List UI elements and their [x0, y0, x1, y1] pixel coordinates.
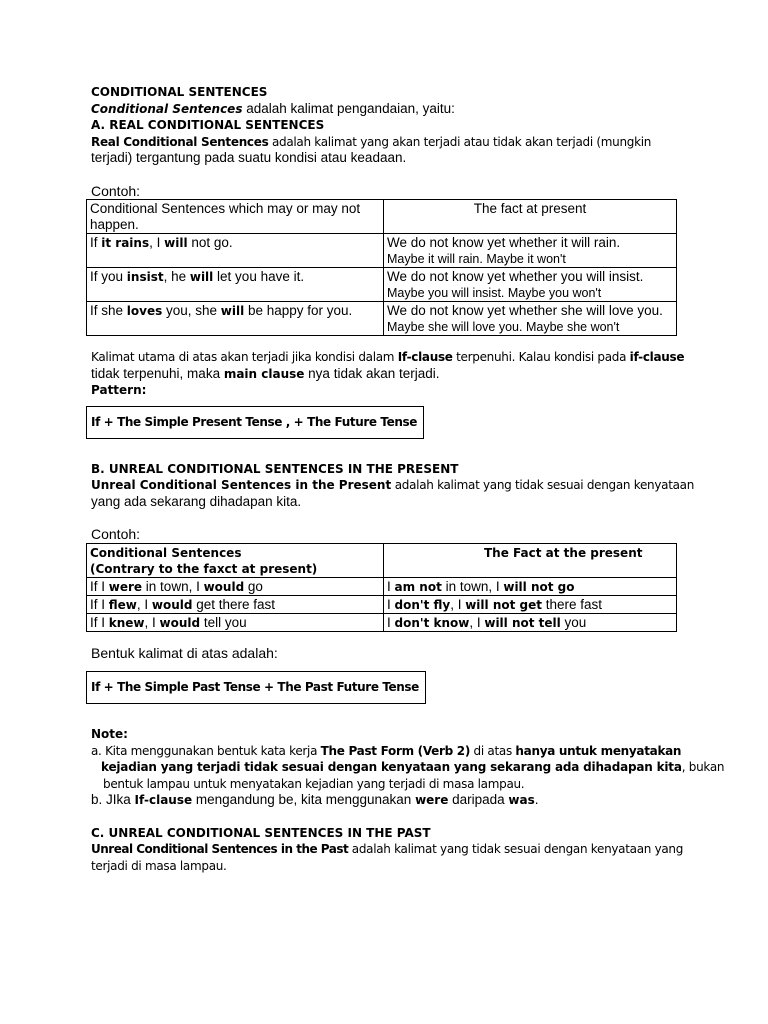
table-cell-condition: [87, 268, 384, 302]
cell-text: If: [90, 235, 102, 250]
note-bold: The Past Form (Verb 2): [320, 743, 471, 758]
cell-text: there fast: [542, 596, 603, 612]
note-a-line2: [91, 759, 725, 776]
table-cell-condition: [87, 302, 384, 336]
section-a-definition-2: terjadi) tergantung pada suatu kondisi atau keadaan.: [91, 150, 407, 165]
cell-text: in town, I: [441, 578, 504, 594]
table-header-row: [87, 543, 677, 577]
unreal-present-table: [86, 543, 677, 632]
table-cell-condition: [87, 577, 384, 595]
cell-bold: don't fly: [394, 597, 451, 612]
after-text: nya tidak akan terjadi.: [304, 365, 440, 381]
section-b-def-text1: adalah kalimat yang tidak sesuai dengan kenyataan: [391, 478, 695, 492]
cell-text: We do not know yet whether it will rain.: [387, 235, 621, 250]
cell-text: get there fast: [192, 596, 276, 612]
cell-text: , I: [136, 596, 152, 612]
cell-text: you, she: [162, 303, 221, 318]
pattern-box-unreal-present: If + The Simple Past Tense + The Past Future Tense: [86, 671, 426, 704]
after-text: tidak terpenuhi, maka: [91, 365, 224, 381]
cell-text: go: [244, 578, 263, 594]
section-c-heading: C. UNREAL CONDITIONAL SENTENCES IN THE PAST: [91, 825, 431, 840]
page-title: CONDITIONAL SENTENCES: [91, 85, 268, 99]
table-cell-condition: [87, 234, 384, 268]
note-text: .: [534, 792, 539, 807]
cell-bold: will not tell: [484, 615, 561, 630]
cell-text: , he: [163, 269, 190, 284]
cell-bold: don't know: [394, 615, 470, 630]
pattern-label: Pattern:: [91, 383, 147, 397]
cell-text: I: [387, 578, 395, 594]
section-b-contoh: Contoh:: [91, 526, 141, 542]
header-right-text: The Fact at the present: [484, 545, 643, 560]
cell-text: let you have it.: [213, 269, 305, 284]
section-a-term: Real Conditional Sentences: [91, 134, 269, 149]
cell-bold: would: [151, 597, 193, 612]
section-a-def-text1: adalah kalimat yang akan terjadi atau tidak akan terjadi (mungkin: [268, 134, 652, 149]
table-row: [87, 302, 677, 336]
section-b-bentuk: Bentuk kalimat di atas adalah:: [91, 644, 278, 661]
note-label: Note:: [91, 727, 128, 741]
cell-text: If you: [90, 269, 127, 284]
cell-text: If I: [90, 596, 109, 612]
section-c-def-text1: adalah kalimat yang tidak sesuai dengan kenyataan yang: [348, 842, 684, 856]
cell-bold: am not: [394, 579, 442, 594]
table-header-right: [384, 543, 677, 577]
cell-text: tell you: [200, 614, 247, 630]
cell-bold: will not get: [465, 597, 542, 612]
note-a-line3: bentuk lampau untuk menyatakan kejadian yang terjadi di masa lampau.: [103, 776, 525, 791]
cell-bold: knew: [108, 615, 145, 630]
cell-bold: would: [203, 579, 245, 594]
note-a-line1: [91, 743, 691, 760]
note-text: mengandung be, kita menggunakan: [192, 792, 416, 807]
cell-bold: will: [189, 270, 214, 284]
after-text: Kalimat utama di atas akan terjadi jika kondisi dalam: [91, 350, 398, 364]
cell-text: , I: [149, 235, 165, 250]
note-text: di atas: [470, 743, 516, 758]
table-cell-fact: [384, 577, 677, 595]
cell-text: Maybe she will love you. Maybe she won't: [387, 320, 620, 334]
cell-text: If I: [90, 578, 109, 594]
cell-bold: will: [164, 236, 188, 250]
section-a-after-2: [91, 366, 691, 383]
note-b-line: [91, 792, 691, 809]
cell-bold: were: [108, 579, 143, 594]
section-c-definition-1: [91, 841, 691, 858]
cell-text: We do not know yet whether you will insist.: [387, 269, 644, 284]
cell-text: I: [387, 596, 395, 612]
section-b-heading: B. UNREAL CONDITIONAL SENTENCES IN THE PRESENT: [91, 461, 459, 476]
document-page: [90, 84, 725, 874]
header-left-line2: (Contrary to the faxct at present): [90, 561, 318, 576]
note-bold: was: [508, 793, 535, 807]
table-row: [87, 577, 677, 595]
table-row: [87, 234, 677, 268]
cell-bold: loves: [126, 304, 163, 318]
section-c-term: Unreal Conditional Sentences in the Past: [91, 842, 349, 856]
section-b-definition-2: yang ada sekarang dihadapan kita.: [91, 493, 302, 509]
cell-text: Maybe you will insist. Maybe you won't: [387, 286, 602, 300]
section-a-definition-1: [91, 134, 691, 151]
cell-text: Maybe it will rain. Maybe it won't: [387, 252, 566, 266]
cell-text: If I: [90, 614, 109, 630]
cell-bold: insist: [126, 270, 164, 284]
note-text: a. Kita menggunakan bentuk kata kerja: [91, 743, 321, 758]
note-bold: were: [415, 793, 449, 807]
cell-text: I: [387, 614, 395, 630]
cell-bold: will: [220, 304, 245, 318]
table-header-right: The fact at present: [384, 200, 677, 234]
cell-text: you: [560, 614, 587, 630]
intro-term: Conditional Sentences: [91, 101, 243, 116]
note-text: daripada: [448, 792, 509, 807]
cell-text: , I: [469, 614, 485, 630]
table-cell-fact: [384, 234, 677, 268]
header-left-line1: Conditional Sentences which may or may not: [90, 201, 361, 216]
real-conditional-table: [86, 199, 677, 336]
after-text: terpenuhi. Kalau kondisi pada: [452, 350, 630, 364]
section-a-heading: A. REAL CONDITIONAL SENTENCES: [91, 118, 325, 132]
table-cell-condition: [87, 613, 384, 631]
section-a-after-1: [91, 349, 691, 366]
cell-bold: flew: [108, 597, 137, 612]
table-header-left: [87, 200, 384, 234]
note-text: b. JIka: [91, 792, 135, 807]
table-cell-fact: [384, 613, 677, 631]
table-header-left: [87, 543, 384, 577]
cell-bold: it rains: [101, 236, 150, 250]
after-bold: main clause: [223, 366, 305, 381]
header-left-line1: Conditional Sentences: [90, 545, 242, 560]
note-text: , bukan: [681, 760, 725, 774]
note-bold: kejadian yang terjadi tidak sesuai dengan kenyataan yang sekarang ada dihadapan kita: [101, 760, 682, 774]
section-b-definition-1: [91, 477, 695, 494]
cell-bold: will not go: [503, 579, 575, 594]
note-bold: hanya untuk menyatakan: [515, 743, 682, 758]
cell-text: in town, I: [142, 578, 204, 594]
table-cell-condition: [87, 595, 384, 613]
cell-text: not go.: [187, 235, 233, 250]
table-row: [87, 268, 677, 302]
after-bold: if-clause: [629, 350, 685, 364]
table-row: [87, 595, 677, 613]
table-row: [87, 613, 677, 631]
cell-text: If she: [90, 303, 127, 318]
intro-text: adalah kalimat pengandaian, yaitu:: [242, 100, 455, 116]
table-header-row: [87, 200, 677, 234]
note-bold: If-clause: [134, 793, 193, 807]
cell-text: , I: [450, 596, 466, 612]
section-c-definition-2: terjadi di masa lampau.: [91, 858, 227, 873]
cell-bold: would: [159, 615, 201, 630]
table-cell-fact: [384, 595, 677, 613]
after-bold: If-clause: [397, 350, 453, 364]
header-left-line2: happen.: [90, 217, 139, 232]
table-cell-fact: [384, 302, 677, 336]
cell-text: , I: [144, 614, 160, 630]
table-cell-fact: [384, 268, 677, 302]
intro-line: [91, 101, 691, 118]
pattern-box-real: If + The Simple Present Tense , + The Future Tense: [86, 406, 424, 439]
section-a-contoh: Contoh:: [91, 182, 141, 199]
section-b-term: Unreal Conditional Sentences in the Present: [91, 478, 392, 492]
cell-text: We do not know yet whether she will love you.: [387, 303, 663, 318]
cell-text: be happy for you.: [244, 303, 353, 318]
